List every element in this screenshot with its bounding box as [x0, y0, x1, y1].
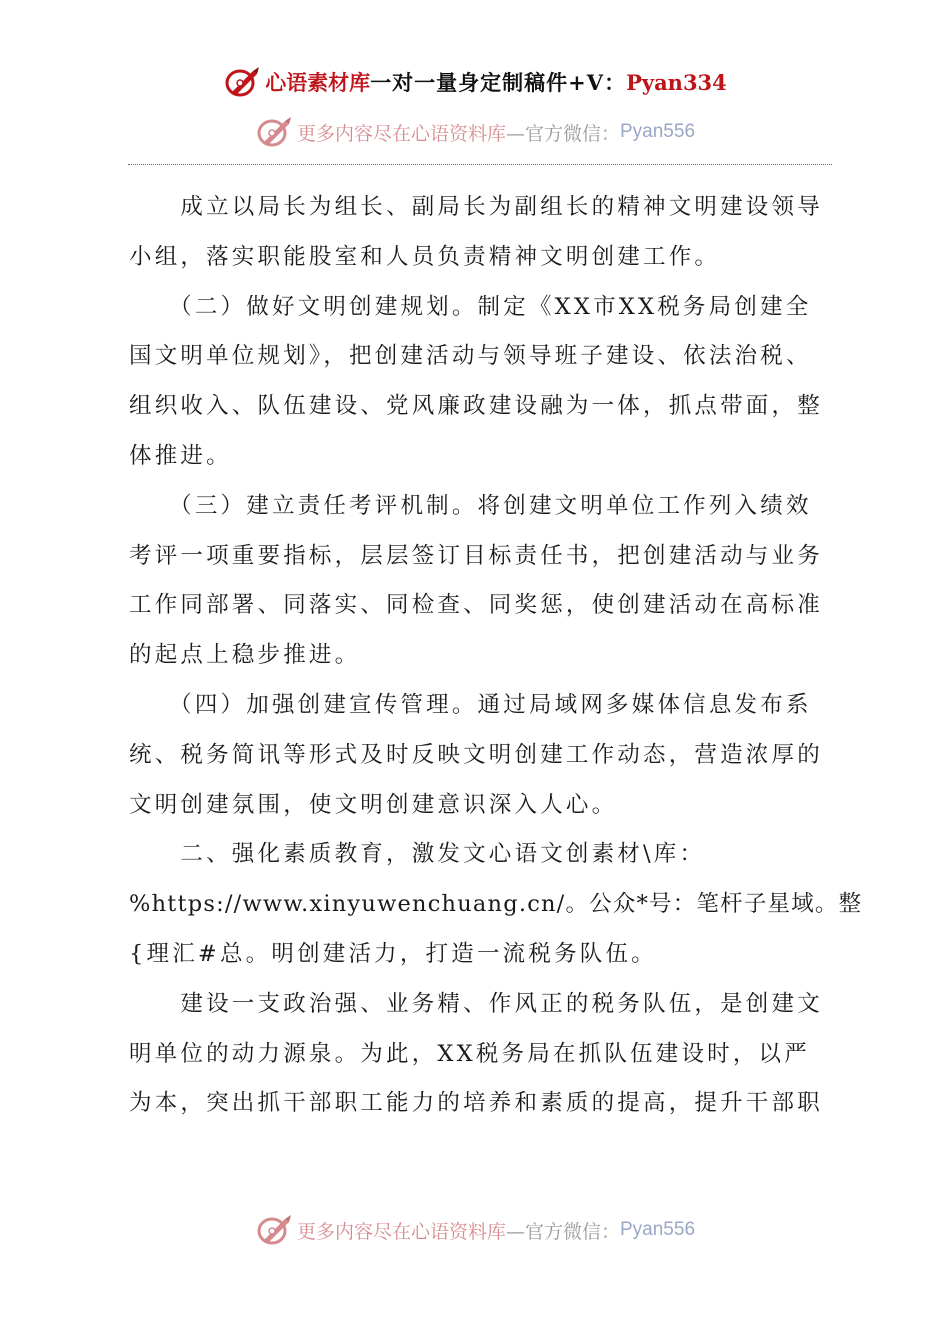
document-body [129, 183, 863, 1129]
text-line: 建设一支政治强、业务精、作风正的税务队伍，是创建文 [129, 990, 823, 1017]
pen-nib-logo-icon [255, 1213, 293, 1247]
text-line: 体推进。 [129, 442, 232, 469]
pen-nib-logo-icon [255, 115, 293, 149]
text-line: 小组，落实职能股室和人员负责精神文明创建工作。 [129, 243, 721, 270]
text-line: 为本，突出抓干部职工能力的培养和素质的提高，提升干部职 [129, 1090, 823, 1117]
text-line: 的起点上稳步推进。 [129, 642, 361, 669]
text-line: 成立以局长为组长、副局长为副组长的精神文明建设领导 [129, 194, 823, 220]
brand-name: 心语素材库 [265, 70, 371, 95]
footer-watermark-id: Pyan556 [620, 1219, 696, 1240]
text-line: 组织收入、队伍建设、党风廉政建设融为一体，抓点带面，整 [129, 393, 823, 420]
text-line: %https://www.xinyuwenchuang.cn/。公众*号：笔杆子星域。整 [129, 891, 863, 918]
brand-contact-id: Pyan334 [626, 69, 727, 95]
watermark-text: 更多内容尽在心语资料库 [296, 122, 506, 145]
footer-watermark [0, 1210, 950, 1250]
header-divider [128, 164, 832, 165]
brand-slogan: 一对一量身定制稿件+V： [370, 70, 627, 95]
text-line: 文明创建氛围，使文明创建意识深入人心。 [129, 791, 618, 818]
text-line: 二、强化素质教育，激发文心语文创素材\库： [129, 841, 706, 868]
text-line: 考评一项重要指标，层层签订目标责任书，把创建活动与业务 [129, 542, 823, 569]
watermark-label: —官方微信： [505, 122, 620, 145]
header-watermark [0, 112, 950, 152]
text-line: 统、税务简讯等形式及时反映文明创建工作动态，营造浓厚的 [129, 741, 823, 768]
text-line: 明单位的动力源泉。为此，XX税务局在抓队伍建设时，以严 [129, 1040, 810, 1067]
text-line: （四）加强创建宣传管理。通过局域网多媒体信息发布系 [129, 691, 812, 718]
pen-nib-logo-icon [223, 65, 261, 99]
watermark-id: Pyan556 [620, 121, 696, 142]
text-line: {理汇#总。明创建活力，打造一流税务队伍。 [129, 940, 657, 967]
footer-watermark-text: 更多内容尽在心语资料库 [296, 1220, 506, 1243]
text-line: 工作同部署、同落实、同检查、同奖惩，使创建活动在高标准 [129, 592, 823, 619]
text-line: （二）做好文明创建规划。制定《XX市XX税务局创建全 [129, 293, 812, 320]
footer-watermark-label: —官方微信： [505, 1220, 620, 1243]
text-line: （三）建立责任考评机制。将创建文明单位工作列入绩效 [129, 492, 812, 519]
header-brand [0, 62, 950, 102]
text-line: 国文明单位规划》，把创建活动与领导班子建设、依法治税、 [129, 343, 812, 370]
